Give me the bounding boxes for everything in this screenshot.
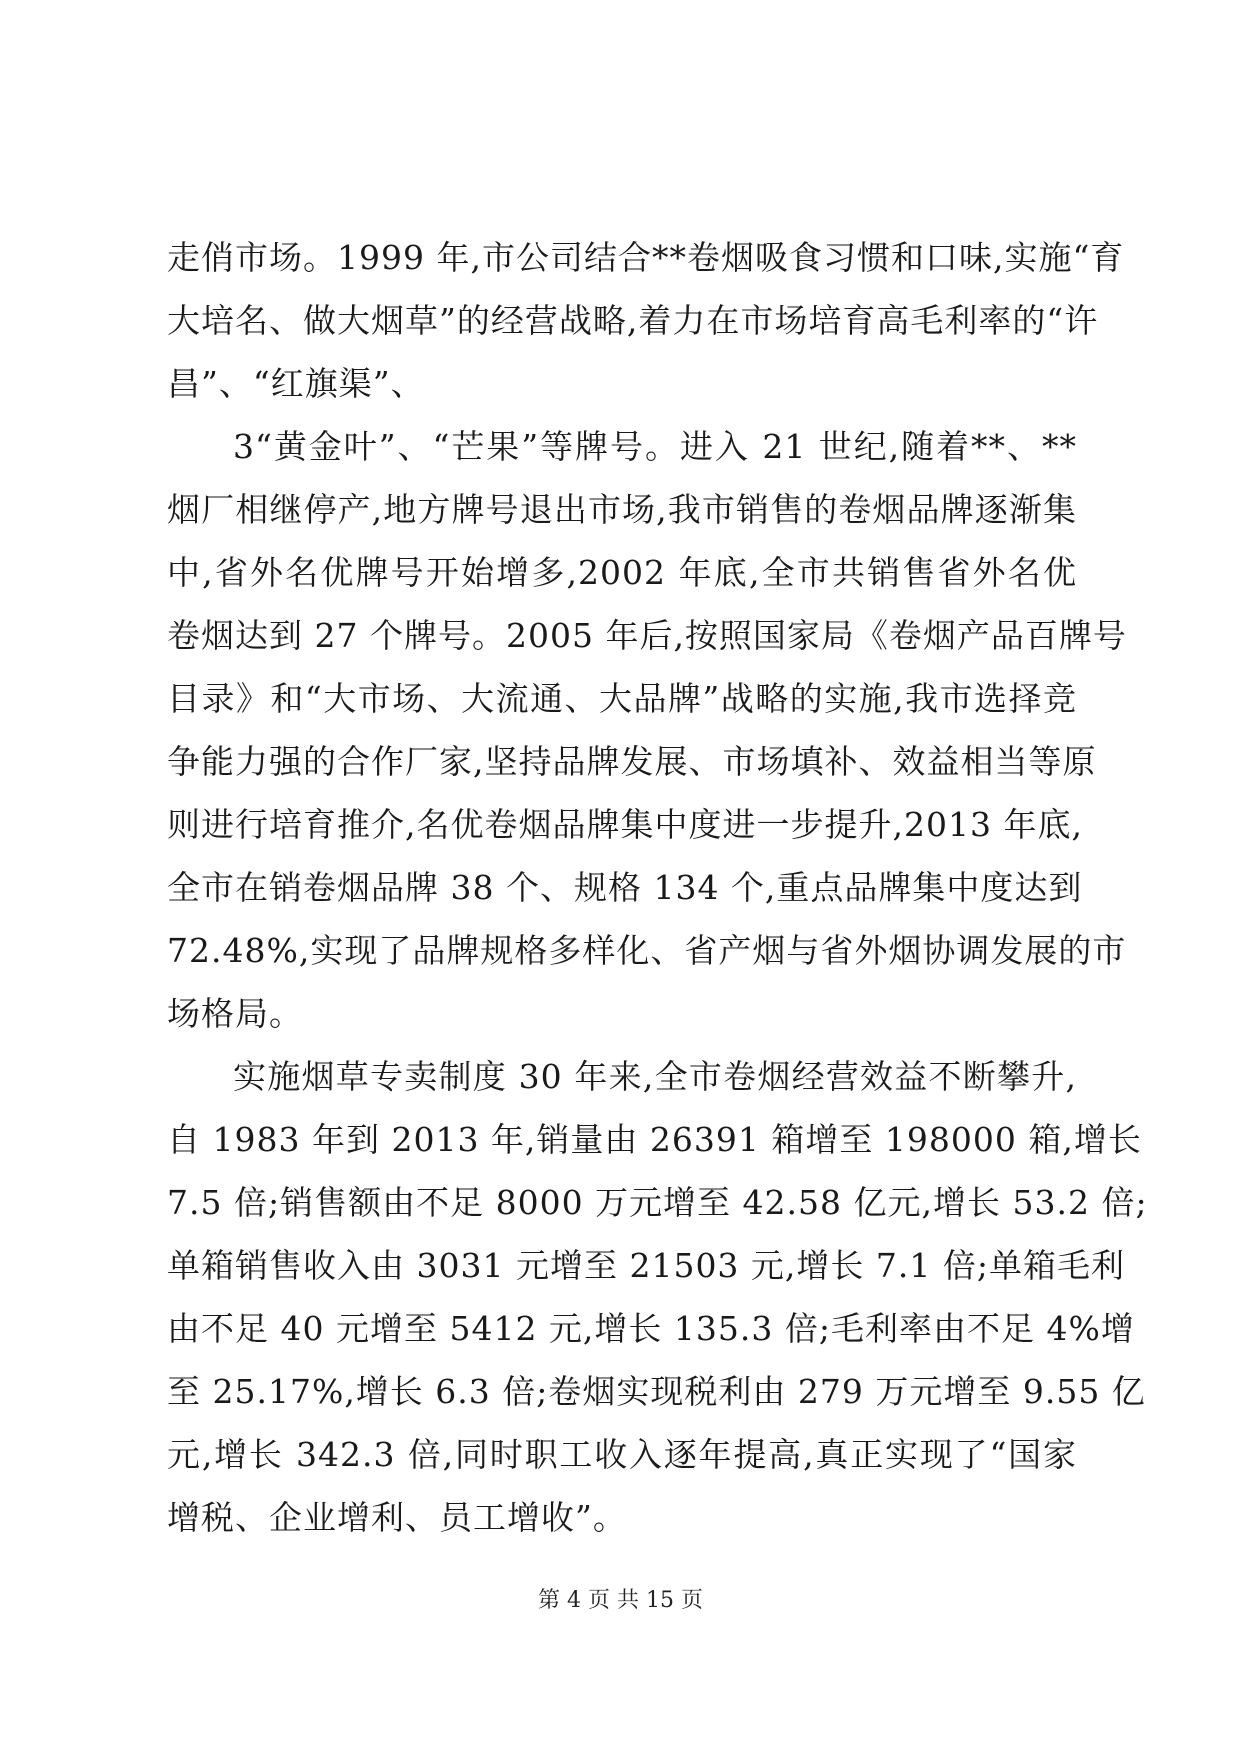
text-line: 中,省外名优牌号开始增多,2002 年底,全市共销售省外名优 [167,553,1077,592]
text-line: 卷烟达到 27 个牌号。2005 年后,按照国家局《卷烟产品百牌号 [167,616,1127,655]
text-line: 单箱销售收入由 3031 元增至 21503 元,增长 7.1 倍;单箱毛利 [167,1246,1125,1285]
text-line: 自 1983 年到 2013 年,销量由 26391 箱增至 198000 箱,增长 [167,1120,1142,1159]
text-line: 元,增长 342.3 倍,同时职工收入逐年提高,真正实现了“国家 [167,1435,1077,1474]
text-line: 大培名、做大烟草”的经营战略,着力在市场培育高毛利率的“许 [167,301,1099,340]
text-line: 昌”、“红旗渠”、 [167,364,425,403]
text-line: 走俏市场。1999 年,市公司结合**卷烟吸食习惯和口味,实施“育 [167,238,1125,277]
text-line: 目录》和“大市场、大流通、大品牌”战略的实施,我市选择竞 [167,679,1077,718]
text-line: 实施烟草专卖制度 30 年来,全市卷烟经营效益不断攀升, [233,1057,1077,1096]
document-body [167,226,1148,1549]
text-line: 7.5 倍;销售额由不足 8000 万元增至 42.58 亿元,增长 53.2 倍; [167,1183,1148,1222]
text-line: 争能力强的合作厂家,坚持品牌发展、市场填补、效益相当等原 [167,742,1097,781]
text-line: 至 25.17%,增长 6.3 倍;卷烟实现税利由 279 万元增至 9.55 亿 [167,1372,1146,1411]
text-line: 则进行培育推介,名优卷烟品牌集中度进一步提升,2013 年底, [167,805,1083,844]
text-line: 由不足 40 元增至 5412 元,增长 135.3 倍;毛利率由不足 4%增 [167,1309,1135,1348]
text-line: 增税、企业增利、员工增收”。 [167,1498,627,1537]
text-line: 烟厂相继停产,地方牌号退出市场,我市销售的卷烟品牌逐渐集 [167,490,1077,529]
text-line: 72.48%,实现了品牌规格多样化、省产烟与省外烟协调发展的市 [167,931,1127,970]
page-number: 第 4 页 共 15 页 [538,1588,703,1613]
text-line: 3“黄金叶”、“芒果”等牌号。进入 21 世纪,随着**、** [233,427,1077,466]
text-line: 场格局。 [167,994,303,1033]
text-line: 全市在销卷烟品牌 38 个、规格 134 个,重点品牌集中度达到 [167,868,1083,907]
